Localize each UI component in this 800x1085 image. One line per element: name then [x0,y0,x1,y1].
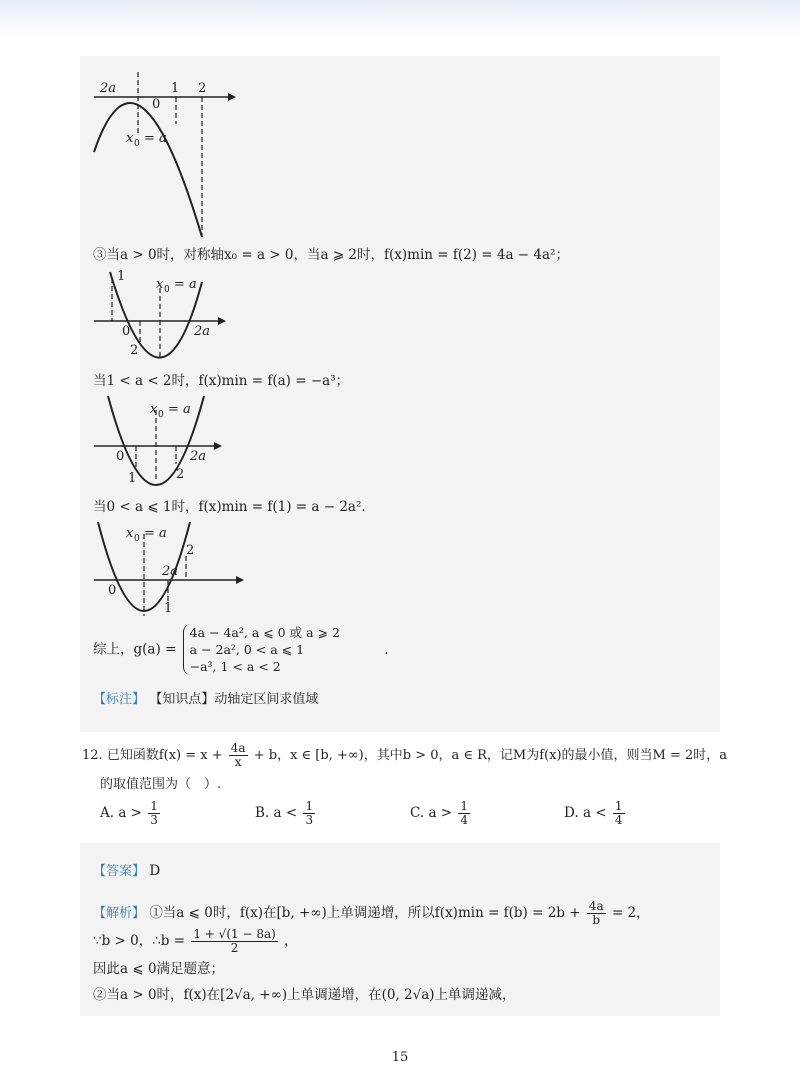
question-12-line1: 12. 已知函数f(x) = x + $\frac{4a}{x}$ + b，x ∈ [b, +∞)，其中b > 0，a ∈ R，记M为f(x)的最小值，则当M = 2时，a [82,741,728,769]
svg-text:2a: 2a [194,324,211,339]
analysis-line3: 因此a ⩽ 0满足题意； [93,961,225,977]
svg-text:0: 0 [122,324,131,339]
svg-text:= a: = a [174,277,197,292]
svg-text:2: 2 [130,343,139,358]
label-0: 0 [152,97,161,112]
option-a[interactable]: A. a > $\frac{1}{3}$ [100,799,158,827]
analysis-line2: ∵b > 0，∴b = $\frac{1 + √(1 - 8a)}{2}$ ， [93,927,298,955]
graph-case-0-lt-a-le-1 [90,394,240,494]
case3-line: ③当a > 0时，对称轴x₀ = a > 0，当a ⩾ 2时，f(x)min = f(2) = 4a − 4a²； [93,247,569,263]
answer-value: D [149,863,161,879]
summary-line: 综上，g(a) = 4a − 4a², a ⩽ 0 或 a ⩾ 2 a − 2a², 0 < a ⩽ 1 −a³, 1 < a < 2 . [93,625,389,674]
analysis-line4: ②当a > 0时，f(x)在[2√a, +∞)上单调递增，在(0, 2√a)上单调递减， [93,987,516,1003]
case-low-line: 当0 < a ⩽ 1时，f(x)min = f(1) = a − 2a². [93,499,366,515]
note-tag: 【标注】 [93,692,146,707]
option-d[interactable]: D. a < $\frac{1}{4}$ [564,799,623,827]
svg-text:= a: = a [144,131,167,146]
page-number: 15 [391,1050,409,1065]
svg-text:x: x [156,277,164,292]
question-number: 12. [82,748,103,763]
svg-text:1: 1 [117,269,126,284]
svg-text:2a: 2a [190,449,207,464]
svg-text:0: 0 [108,583,117,598]
question-fraction: $\frac{4a}{x}$ [230,741,246,769]
analysis-line1: 【解析】 ①当a ⩽ 0时，f(x)在[b, +∞)上单调递增，所以f(x)min = f(b) = 2b + $\frac{4a}{b}$ = 2， [93,899,650,927]
label-2a: 2a [100,81,117,96]
note-line [93,690,318,709]
answer-line [93,862,160,881]
case-mid-line: 当1 < a < 2时，f(x)min = f(a) = −a³； [93,373,350,389]
graph-case-a-le-0 [90,520,250,620]
option-c[interactable]: C. a > $\frac{1}{4}$ [410,799,469,827]
svg-text:0: 0 [134,534,140,544]
svg-text:2: 2 [186,543,195,558]
svg-text:1: 1 [128,471,137,486]
question-12-line2: 的取值范围为（ ）. [100,777,222,792]
svg-text:0: 0 [134,139,140,149]
svg-text:0: 0 [116,449,125,464]
note-text: 【知识点】动轴定区间求值域 [149,692,319,707]
label-2: 2 [198,81,207,96]
analysis-tag: 【解析】 [93,906,146,921]
svg-text:= a: = a [168,402,191,417]
graph-case-1-lt-a-lt-2 [90,268,240,368]
option-b[interactable]: B. a < $\frac{1}{3}$ [255,799,314,827]
label-x0: x [126,131,134,146]
graph-case-a-ge-2 [90,62,240,242]
label-1: 1 [171,81,180,96]
svg-text:1: 1 [164,601,173,616]
piecewise-brace: 4a − 4a², a ⩽ 0 或 a ⩾ 2 a − 2a², 0 < a ⩽ 1 −a³, 1 < a < 2 [183,624,340,675]
svg-text:2: 2 [176,467,185,482]
svg-text:2a: 2a [162,564,179,579]
svg-text:x: x [126,526,134,541]
svg-text:0: 0 [164,285,170,295]
top-band [0,0,800,40]
svg-text:x: x [150,402,158,417]
answer-tag: 【答案】 [93,864,146,879]
svg-text:0: 0 [158,410,164,420]
svg-text:= a: = a [144,526,167,541]
